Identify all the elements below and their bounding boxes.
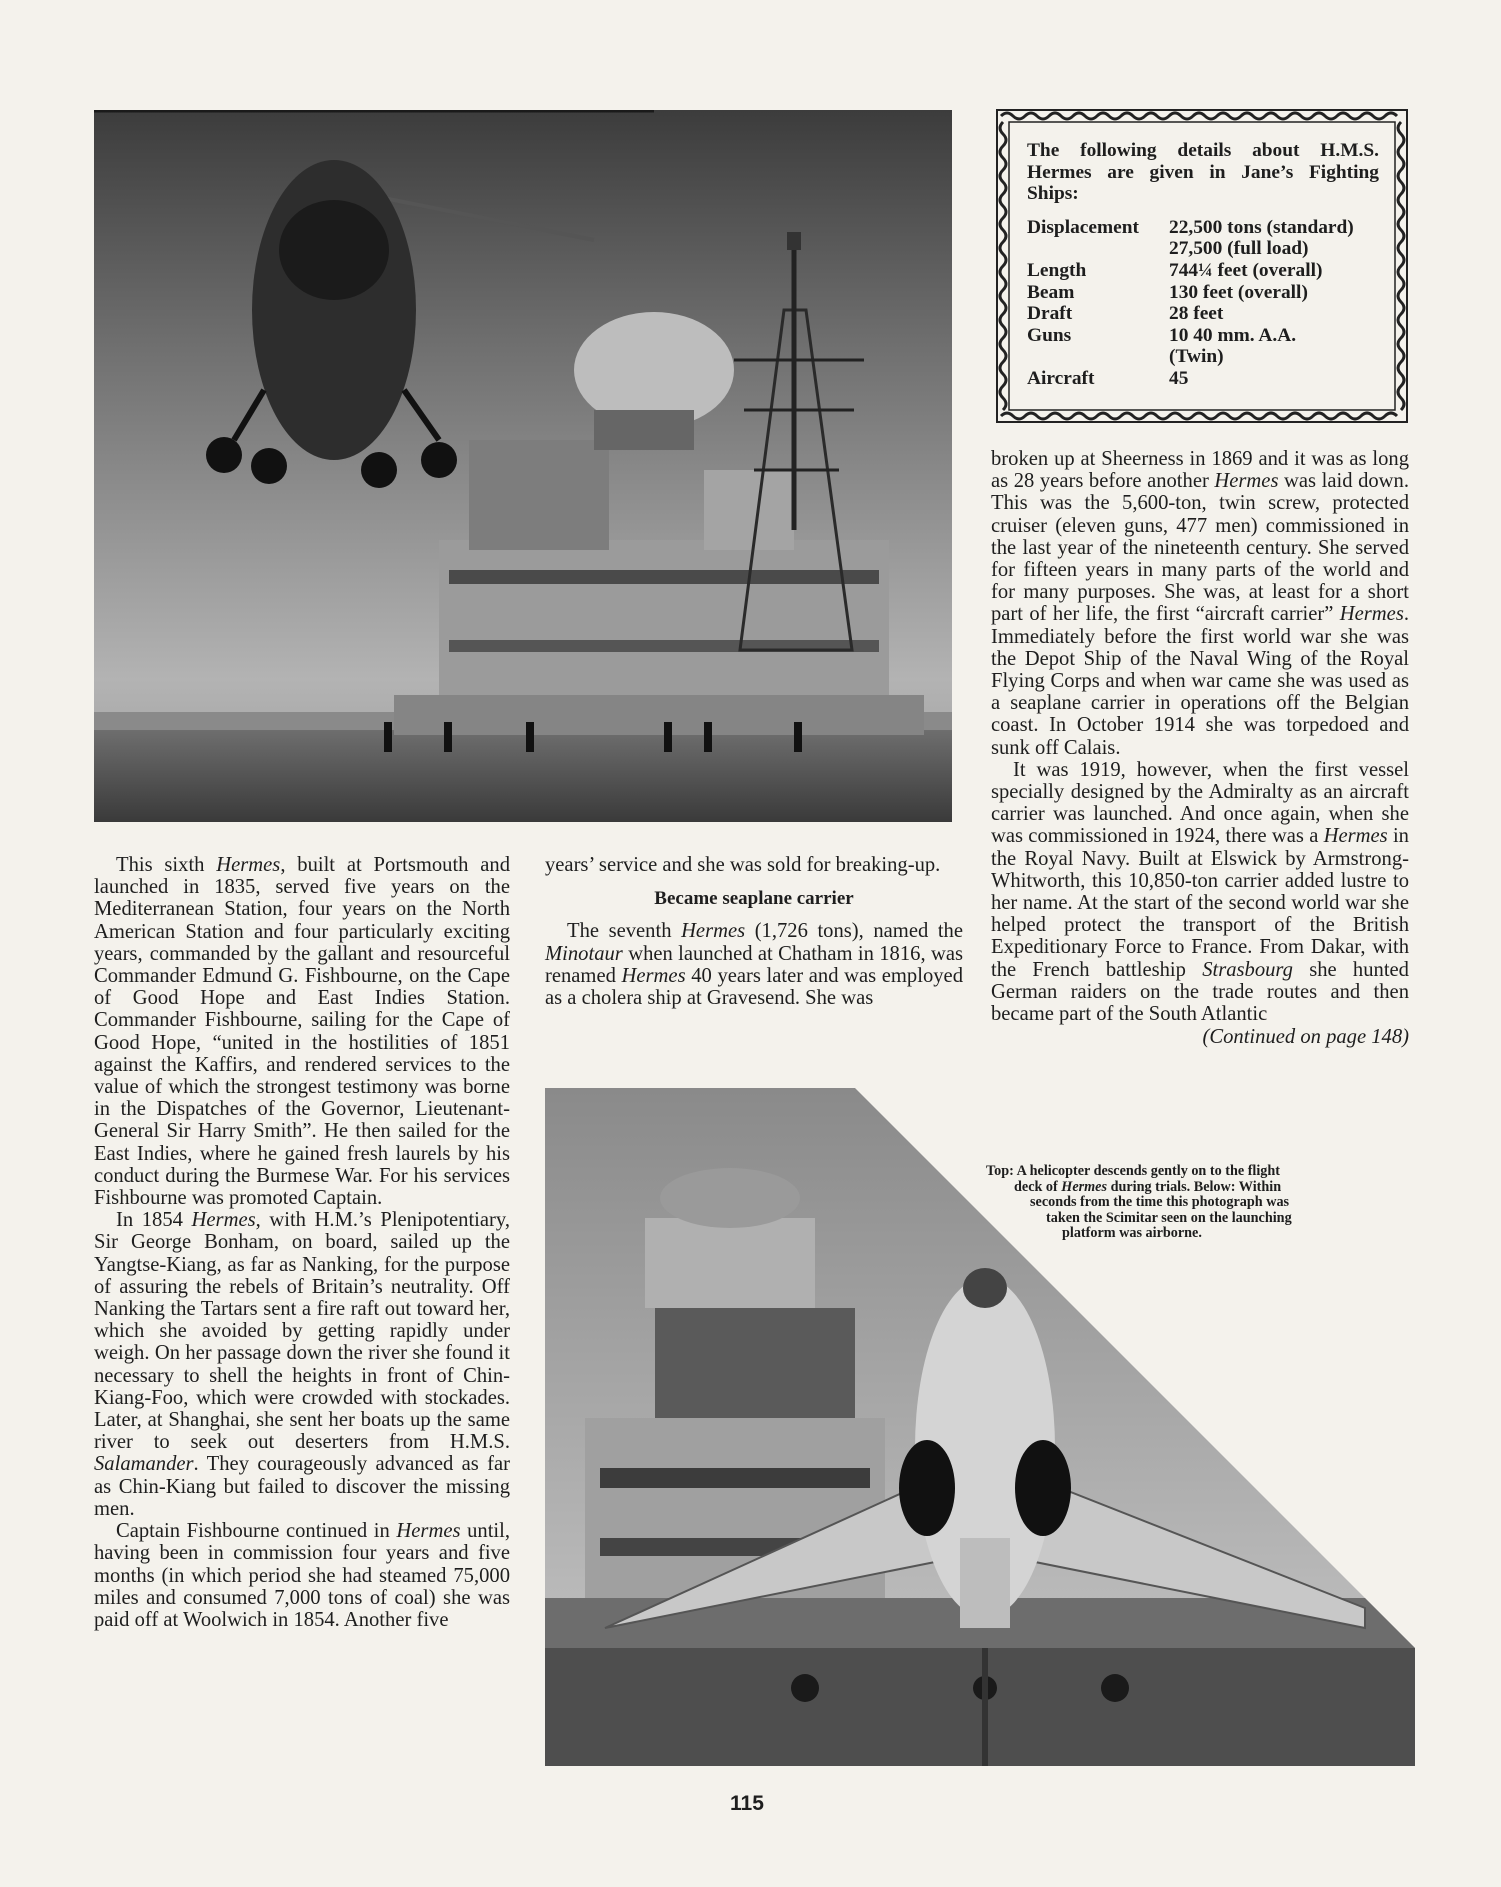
fact-value: 27,500 (full load) [1169, 238, 1309, 260]
fact-row [1027, 325, 1354, 347]
fact-value: 22,500 tons (standard) [1169, 216, 1354, 238]
page-number: 115 [730, 1792, 764, 1815]
fact-row [1027, 238, 1354, 260]
fact-value: 45 [1169, 367, 1189, 389]
text-run: broken up at Sheerness in 1869 and it was as long as 28 years before another [991, 448, 1409, 493]
fact-value: 744¼ feet (overall) [1169, 259, 1323, 281]
fact-value: 28 feet [1169, 303, 1224, 325]
ship-name: Hermes [1061, 1178, 1108, 1195]
text-run: in the Royal Navy. Built at Elswick by Armstrong-Whitworth, this 10,850-ton carrier added lustre to her name. At the start of the second world war she helped protect the transport of the British Expeditionary Force to France. From Dakar, with the French battleship [991, 825, 1409, 981]
ship-name: Minotaur [545, 942, 623, 965]
text-run: until, having been in commission four years and five months (in which period she had steamed 75,000 miles and consumed 7,000 tons of coal) she was paid off at Woolwich in 1854. Another five [94, 1520, 511, 1631]
text-run: , built at Portsmouth and launched in 1835, served five years on the Mediterranean Station, four years on the North American Station and four particularly exciting years, commanded by the gallant and resourceful Commander Edmund G. Fishbourne, on the Cape of Good Hope and East Indies Station. Commander Fishbourne, sailing for the Cape of Good Hope, “united in the hostilities of 1851 against the Kaffirs, and rendered services to the value of which the strongest testimony was borne in the Dispatches of the Governor, Lieutenant-General Sir Harry Smith”. He then sailed for the East Indies, where he gained fresh laurels by his conduct during the Burmese War. For his services Fishbourne was promoted Captain. [94, 854, 510, 1210]
fact-row [1027, 260, 1354, 282]
caption-line: platform was airborne. [1062, 1225, 1202, 1242]
text-run: . They courageously advanced as far as Chin-Kiang but failed to discover the missing men. [94, 1453, 510, 1520]
paragraph [991, 759, 1409, 1025]
photo-helicopter-over-carrier [94, 110, 952, 822]
fact-label: Draft [1027, 303, 1073, 325]
paragraph [94, 854, 510, 1209]
text-run: This sixth [116, 854, 217, 876]
ship-name: Hermes [396, 1520, 461, 1543]
text-run: 40 years later and was employed as a cholera ship at Gravesend. She was [545, 964, 963, 1010]
fact-label: Beam [1027, 281, 1075, 303]
ship-name: Hermes [191, 1209, 256, 1232]
fact-box [993, 106, 1411, 426]
paragraph: years’ service and she was sold for breaking-up. [545, 854, 941, 876]
fact-row [1027, 282, 1354, 304]
continued-note: (Continued on page 148) [1202, 1026, 1409, 1049]
fact-label: Aircraft [1027, 367, 1095, 389]
helicopter-photo-image [94, 110, 952, 822]
ship-name: Hermes [681, 920, 746, 943]
text-run: during trials. Below: Within [1107, 1178, 1282, 1195]
caption-line: Top: A helicopter descends gently on to the flight [986, 1163, 1281, 1179]
caption-line [986, 1180, 1410, 1196]
fact-row [1027, 217, 1354, 239]
fact-table [1027, 217, 1354, 390]
fact-value: 130 feet (overall) [1169, 281, 1308, 303]
ship-name: Salamander [94, 1453, 194, 1476]
caption-line: seconds from the time this photograph was [1030, 1194, 1290, 1211]
ship-name: Hermes [216, 854, 281, 876]
text-run: , with H.M.’s Plenipotentiary, Sir George Bonham, on board, sailed up the Yangtse-Kiang, as far as Nanking, for the purpose of assuring the rebels of Britain’s neutrality. Off Nanking the Tartars sent a fire raft out toward her, which she avoided by getting rapidly under weigh. On her passage down the river she found it necessary to shell the heights in front of Chin-Kiang-Foo, which were crowded with stockades. Later, at Shanghai, she sent her boats up the same river to seek out deserters from H.M.S. [94, 1209, 511, 1454]
text-run: The seventh [567, 920, 682, 943]
fact-row [1027, 303, 1354, 325]
fact-value: (Twin) [1169, 346, 1224, 368]
ship-name: Hermes [1323, 825, 1388, 848]
ship-name: Hermes [621, 964, 686, 987]
paragraph [991, 448, 1409, 759]
text-run: Captain Fishbourne continued in [116, 1520, 397, 1543]
text-run: was laid down. This was the 5,600-ton, twin screw, protected cruiser (eleven guns, 477 men) commissioned in the last year of the nineteenth century. She served for fifteen years in many parts of the world and for many purposes. She was, at least for a short part of her life, the first “aircraft carrier” [991, 470, 1409, 626]
paragraph [94, 1520, 510, 1631]
ship-name: Strasbourg [1202, 958, 1293, 981]
text-run: . Immediately before the first world war she was the Depot Ship of the Naval Wing of the Royal Flying Corps and when war came she was used as a seaplane carrier in operations off the Belgian coast. In October 1914 she was torpedoed and sunk off Calais. [991, 603, 1409, 759]
text-run: deck of [1014, 1178, 1062, 1195]
ship-name: Hermes [1339, 603, 1404, 626]
caption-line: taken the Scimitar seen on the launching [1046, 1209, 1292, 1226]
text-run: she hunted German raiders on the trade routes and then became part of the South Atlantic [991, 958, 1409, 1026]
paragraph [545, 920, 963, 1009]
article-column-3 [991, 448, 1409, 1048]
text-run: (1,726 tons), named the [745, 920, 963, 943]
text-run: It was 1919, however, when the first vessel specially designed by the Admiralty as an aircraft carrier was launched. And once again, when she was commissioned in 1924, there was a [991, 758, 1409, 848]
fact-label: Displacement [1027, 216, 1140, 238]
text-run: when launched at Chatham in 1816, was renamed [545, 942, 963, 987]
fact-value: 10 40 mm. A.A. [1169, 324, 1297, 346]
ship-name: Hermes [1214, 470, 1279, 493]
fact-label: Length [1027, 259, 1087, 281]
fact-label [1027, 346, 1169, 368]
fact-row [1027, 368, 1354, 390]
fact-row [1027, 346, 1354, 368]
fact-label: Guns [1027, 324, 1072, 346]
fact-box-intro: The following details about H.M.S. Hermes are given in Jane’s Fighting Ships: [1027, 140, 1379, 205]
section-heading: Became seaplane carrier [654, 888, 854, 910]
article-column-2 [545, 854, 963, 1009]
photo-caption [986, 1164, 1410, 1242]
article-column-1 [94, 854, 510, 1631]
text-run: In 1854 [116, 1209, 192, 1232]
fact-label [1027, 238, 1169, 260]
paragraph [94, 1209, 510, 1520]
